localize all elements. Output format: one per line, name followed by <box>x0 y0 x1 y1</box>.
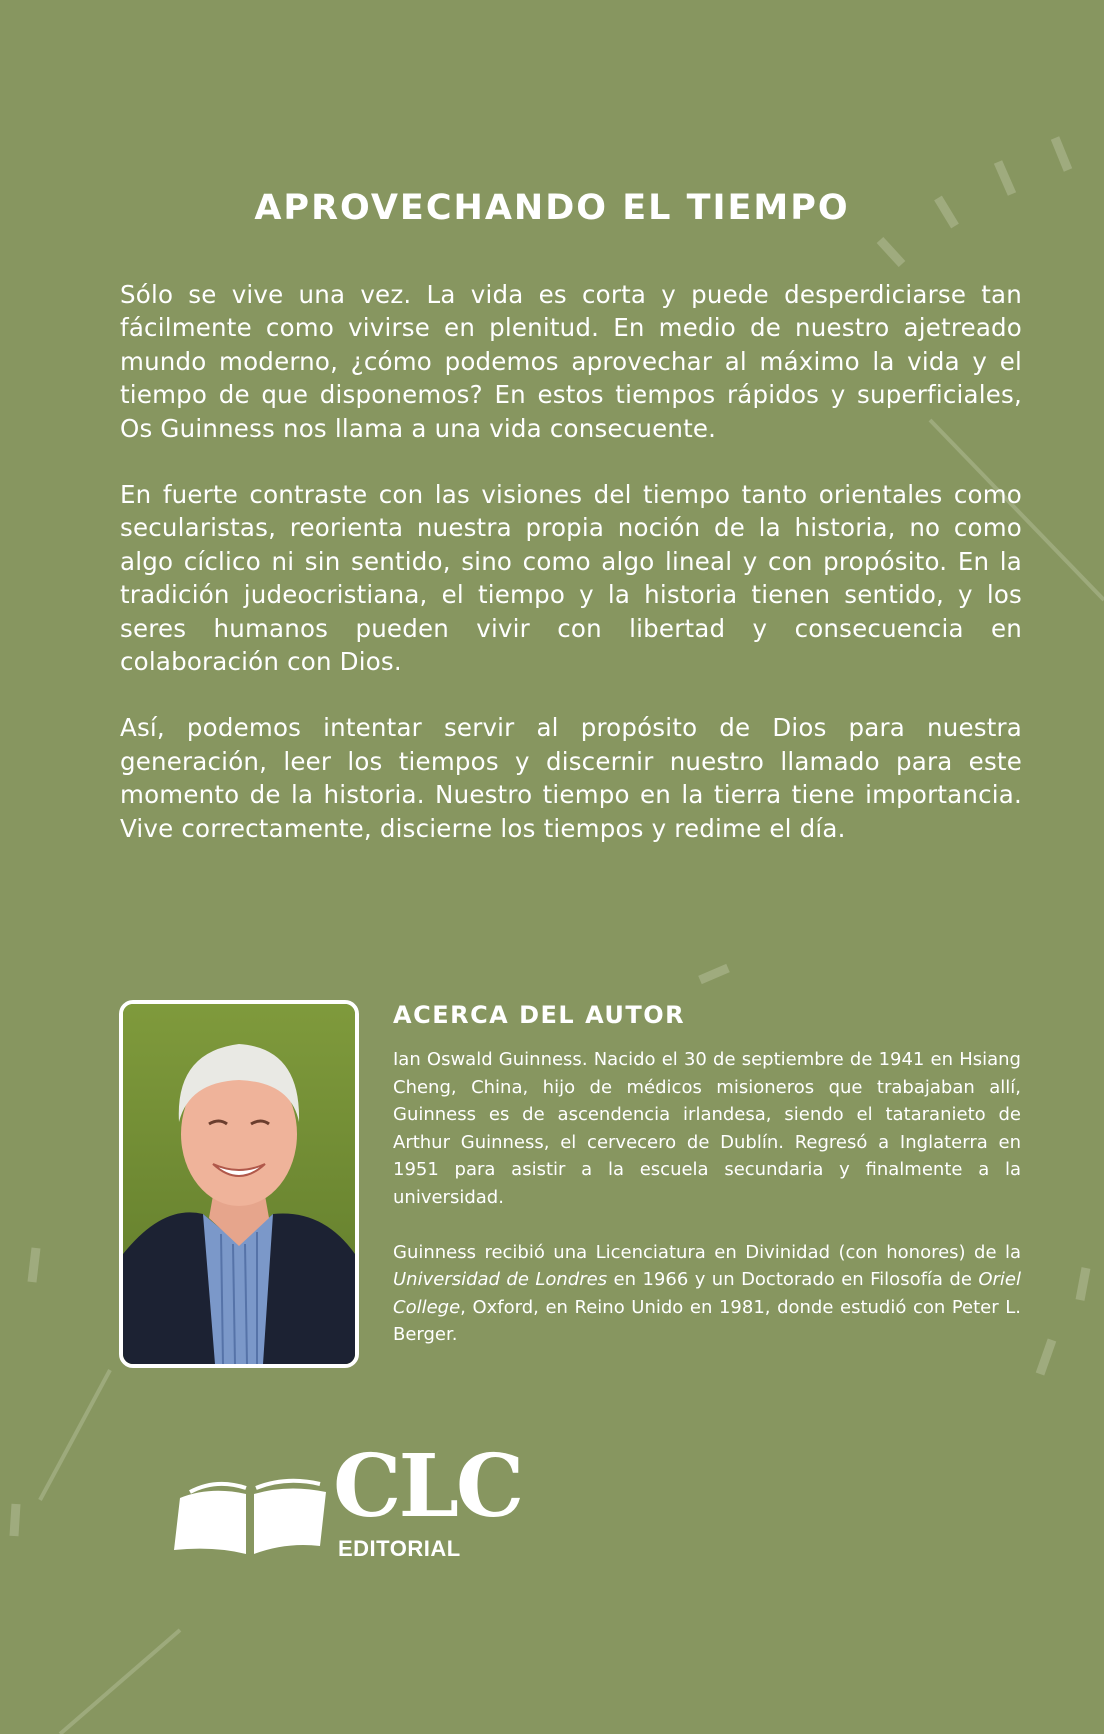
synopsis-paragraph: En fuerte contraste con las visiones del tiempo tanto orientales como secularistas, reorienta nuestra propia noción de la historia, no como algo cíclico ni sin sentido, sino como algo lineal y con propósito. En la tradición judeocristiana, el tiempo y la historia tienen sentido, y los seres humanos pueden vivir con libertad y consecuencia en colaboración con Dios. <box>120 480 1022 677</box>
author-photo <box>119 1000 359 1368</box>
synopsis-paragraph: Sólo se vive una vez. La vida es corta y puede desperdiciarse tan fácilmente como vivirse en plenitud. En medio de nuestro ajetreado mundo moderno, ¿cómo podemos aprovechar al máximo la vida y el tiempo de que disponemos? En estos tiempos rápidos y superficiales, Os Guinness nos llama a una vida consecuente. <box>120 280 1022 443</box>
author-education-paragraph: Guinness recibió una Licenciatura en Divinidad (con honores) de la Universidad de Londres en 1966 y un Doctorado en Filosofía de Oriel College, Oxford, en Reino Unido en 1981, donde estudió con Peter L. Berger. <box>393 1241 1021 1346</box>
about-author-heading: ACERCA DEL AUTOR <box>393 1001 686 1029</box>
author-bio-paragraph: Ian Oswald Guinness. Nacido el 30 de septiembre de 1941 en Hsiang Cheng, China, hijo de médicos misioneros que trabajaban allí, Guinness es de ascendencia irlandesa, siendo el tataranieto de Arthur Guinness, el cervecero de Dublín. Regresó a Inglaterra en 1951 para asistir a la escuela secundaria y finalmente a la universidad. <box>393 1049 1021 1208</box>
author-bio <box>393 1046 1021 1376</box>
publisher-logo: CLC <box>333 1436 522 1537</box>
publisher-logo-subtitle: EDITORIAL <box>338 1536 461 1561</box>
open-book-icon <box>170 1458 330 1558</box>
synopsis <box>120 278 1022 878</box>
synopsis-paragraph: Así, podemos intentar servir al propósito de Dios para nuestra generación, leer los tiempos y discernir nuestro llamado para este momento de la historia. Nuestro tiempo en la tierra tiene importancia. Vive correctamente, discierne los tiempos y redime el día. <box>120 713 1022 843</box>
book-title: APROVECHANDO EL TIEMPO <box>254 188 850 228</box>
